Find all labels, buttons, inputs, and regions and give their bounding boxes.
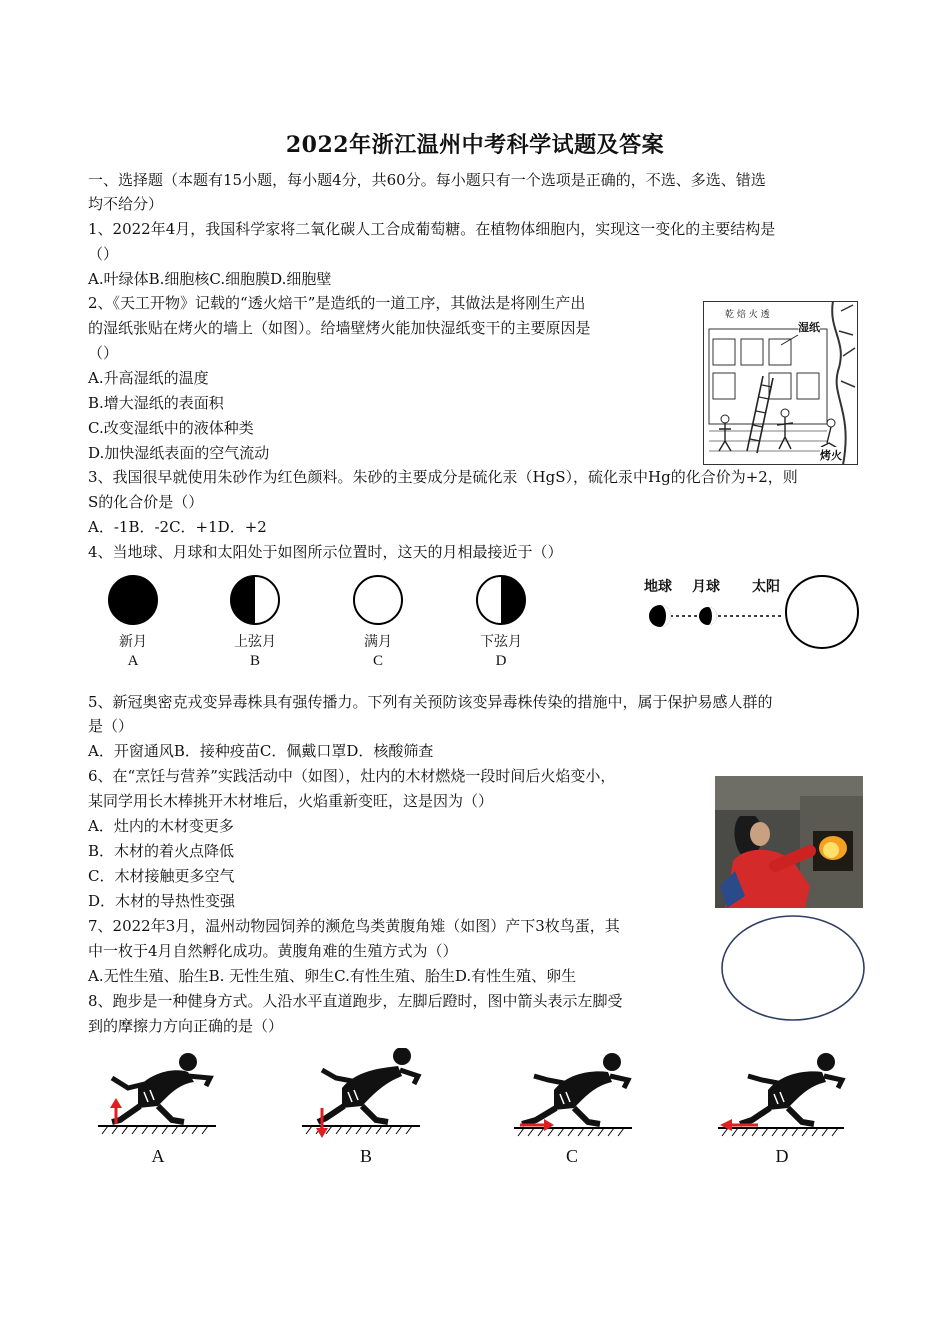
q6-option-a: A．灶内的木材变更多 [88, 817, 234, 835]
phase-letter-a: A [127, 653, 139, 669]
q2-option-b: B.增大湿纸的表面积 [88, 394, 224, 412]
q2-stem-line-2: 的湿纸张贴在烤火的墙上（如图）。给墙壁烤火能加快湿纸变干的主要原因是 [88, 319, 591, 337]
q2-stem-line-3: （） [88, 344, 119, 362]
q8-letter-c: C [565, 1146, 578, 1166]
phase-letter-c: C [372, 653, 383, 669]
runner-figure-a [98, 1048, 218, 1138]
q8-letter-b: B [359, 1146, 372, 1166]
q1-stem-line-2: （） [88, 245, 119, 263]
label-earth: 地球 [644, 579, 672, 595]
q5-stem-line-1: 5、新冠奥密克戎变异毒株具有强传播力。下列有关预防该变异毒株传染的措施中，属于保护易感人群的 [88, 693, 773, 711]
phase-label-full: 满月 [364, 634, 392, 650]
q1-options: A.叶绿体B.细胞核C.细胞膜D.细胞壁 [88, 270, 332, 288]
q8-stem-line-2: 到的摩擦力方向正确的是（） [88, 1017, 284, 1035]
q2-label-fire: 烤火 [820, 449, 842, 462]
runner-figure-d [718, 1050, 848, 1140]
runner-figure-b [302, 1048, 422, 1138]
q2-paper-drying-figure [703, 301, 858, 465]
q2-option-d: D.加快湿纸表面的空气流动 [88, 444, 270, 462]
moon-phase-full [352, 574, 404, 626]
label-moon: 月球 [692, 579, 720, 595]
q2-label-wet-paper: 湿纸 [798, 321, 820, 334]
q8-stem-line-1: 8、跑步是一种健身方式。人沿水平直道跑步，左脚后蹬时，图中箭头表示左脚受 [88, 992, 623, 1010]
section-heading-line-1: 一、选择题（本题有15小题，每小题4分，共60分。每小题只有一个选项是正确的，不选、多选、错选 [88, 171, 766, 189]
q1-stem-line-1: 1、2022年4月，我国科学家将二氧化碳人工合成葡萄糖。在植物体细胞内，实现这一变化的主要结构是 [88, 220, 776, 238]
phase-letter-b: B [249, 653, 260, 669]
phase-label-new: 新月 [119, 634, 147, 650]
earth-moon-sun-diagram [642, 574, 862, 654]
q6-cooking-photo [715, 776, 863, 908]
page-title: 2022年浙江温州中考科学试题及答案 [285, 132, 665, 158]
q8-letter-d: D [775, 1146, 789, 1166]
q6-option-d: D．木材的导热性变强 [88, 892, 236, 910]
q3-stem-line-1: 3、我国很早就使用朱砂作为红色颜料。朱砂的主要成分是硫化汞（HgS），硫化汞中Hg的化合价为+2，则 [88, 468, 798, 486]
phase-label-last-quarter: 下弦月 [480, 634, 522, 650]
label-sun: 太阳 [752, 579, 780, 595]
q7-options: A.无性生殖、胎生B. 无性生殖、卵生C.有性生殖、胎生D.有性生殖、卵生 [88, 967, 577, 985]
q2-stem-line-1: 2、《天工开物》记载的“透火焙干”是造纸的一道工序，其做法是将刚生产出 [88, 294, 586, 312]
q5-options: A．开窗通风B．接种疫苗C．佩戴口罩D．核酸筛查 [88, 742, 434, 760]
moon-phase-last-quarter [475, 574, 527, 626]
phase-letter-d: D [495, 653, 507, 669]
moon-phase-first-quarter [229, 574, 281, 626]
q7-bird-figure-placeholder [720, 914, 866, 1022]
section-heading-line-2: 均不给分） [88, 195, 164, 213]
q7-stem-line-1: 7、2022年3月，温州动物园饲养的濒危鸟类黄腹角雉（如图）产下3枚鸟蛋，其 [88, 917, 620, 935]
q3-stem-line-2: S的化合价是（） [88, 493, 204, 511]
q2-option-a: A.升高湿纸的温度 [88, 369, 209, 387]
q2-option-c: C.改变湿纸中的液体种类 [88, 419, 254, 437]
moon-phase-new [107, 574, 159, 626]
q6-option-b: B．木材的着火点降低 [88, 842, 235, 860]
q6-stem-line-1: 6、在“烹饪与营养”实践活动中（如图），灶内的木材燃烧一段时间后火焰变小， [88, 767, 616, 785]
q6-stem-line-2: 某同学用长木棒挑开木材堆后，火焰重新变旺，这是因为（） [88, 792, 494, 810]
q7-stem-line-2: 中一枚于4月自然孵化成功。黄腹角难的生殖方式为（） [88, 942, 458, 960]
q6-option-c: C．木材接触更多空气 [88, 867, 235, 885]
q4-stem: 4、当地球、月球和太阳处于如图所示位置时，这天的月相最接近于（） [88, 543, 563, 561]
phase-label-first-quarter: 上弦月 [234, 634, 276, 650]
q2-figure-top-caption: 乾 焙 火 透 [725, 310, 770, 320]
q5-stem-line-2: 是（） [88, 717, 134, 735]
q3-options: A．-1B．-2C．+1D．+2 [88, 518, 267, 536]
q8-letter-a: A [151, 1146, 165, 1166]
runner-figure-c [514, 1050, 634, 1140]
